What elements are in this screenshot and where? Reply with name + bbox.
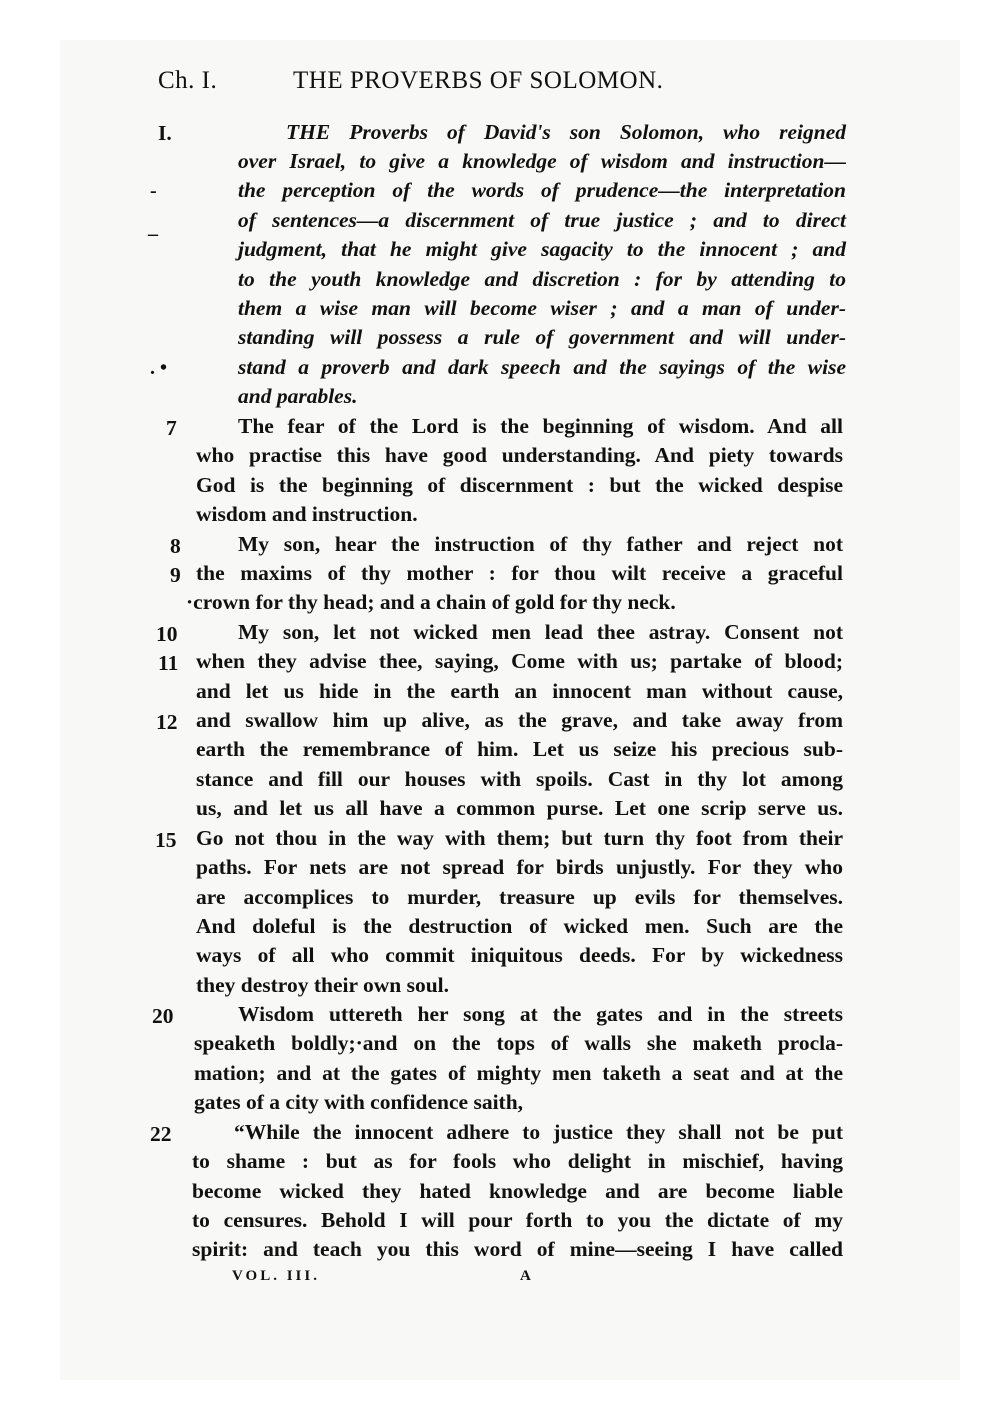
text-line: them a wise man will become wiser ; and a man of under-	[238, 296, 846, 320]
text-line: and swallow him up alive, as the grave, and take away from	[196, 708, 843, 732]
text-line: and parables.	[238, 384, 358, 408]
text-line: to censures. Behold I will pour forth to you the dictate of my	[192, 1208, 843, 1232]
text-line: earth the remembrance of him. Let us seize his precious sub-	[196, 737, 843, 761]
text-line: My son, let not wicked men lead thee astray. Consent not	[238, 620, 843, 644]
verse-number: 9	[170, 563, 181, 587]
text-line: God is the beginning of discernment : but the wicked despise	[196, 473, 843, 497]
verse-number: 8	[170, 534, 181, 558]
chapter-label: Ch. I.	[158, 67, 218, 94]
book-title: THE PROVERBS OF SOLOMON.	[293, 67, 664, 94]
text-line: when they advise thee, saying, Come with us; partake of blood;	[196, 649, 843, 673]
text-line: Wisdom uttereth her song at the gates and in the streets	[238, 1002, 843, 1026]
verse-number: 15	[155, 828, 177, 852]
text-line: and let us hide in the earth an innocent man without cause,	[196, 679, 843, 703]
verse-number: 7	[166, 416, 177, 440]
text-line: of sentences—a discernment of true justice ; and to direct	[238, 208, 846, 232]
text-line: wisdom and instruction.	[196, 502, 418, 526]
text-line: My son, hear the instruction of thy father and reject not	[238, 532, 843, 556]
text-line: they destroy their own soul.	[196, 973, 450, 997]
text-line: Go not thou in the way with them; but turn thy foot from their	[196, 826, 843, 850]
verse-number: 22	[150, 1122, 172, 1146]
text-line: And doleful is the destruction of wicked men. Such are the	[196, 914, 843, 938]
text-line: spirit: and teach you this word of mine—seeing I have called	[192, 1237, 843, 1261]
text-line: the maxims of thy mother : for thou wilt receive a graceful	[196, 561, 843, 585]
text-line: ways of all who commit iniquitous deeds. For by wickedness	[196, 943, 843, 967]
text-line: mation; and at the gates of mighty men taketh a seat and at the	[194, 1061, 843, 1085]
margin-mark: -	[150, 180, 157, 202]
text-line: are accomplices to murder, treasure up evils for themselves.	[196, 885, 843, 909]
verse-number: I.	[158, 121, 172, 145]
verse-number: 11	[158, 651, 179, 675]
text-line: over Israel, to give a knowledge of wisdom and instruction—	[238, 149, 846, 173]
verse-number: 10	[156, 622, 178, 646]
text-line: paths. For nets are not spread for birds unjustly. For they who	[196, 855, 843, 879]
margin-mark: _	[148, 216, 158, 238]
text-line: become wicked they hated knowledge and are become liable	[192, 1179, 843, 1203]
text-line: to shame : but as for fools who delight in mischief, having	[192, 1149, 843, 1173]
volume-label: VOL. III.	[232, 1268, 320, 1284]
text-line: us, and let us all have a common purse. Let one scrip serve us.	[196, 796, 843, 820]
text-line: standing will possess a rule of government and will under-	[238, 325, 846, 349]
text-line: stance and fill our houses with spoils. Cast in thy lot among	[196, 767, 843, 791]
text-line: who practise this have good understanding. And piety towards	[196, 443, 843, 467]
text-line: THE Proverbs of David's son Solomon, who reigned	[286, 120, 846, 144]
text-line: judgment, that he might give sagacity to the innocent ; and	[238, 237, 846, 261]
verse-number: 20	[152, 1004, 174, 1028]
verse-number: 12	[156, 710, 178, 734]
text-line: The fear of the Lord is the beginning of wisdom. And all	[238, 414, 843, 438]
text-line: speaketh boldly;·and on the tops of walls she maketh procla-	[194, 1031, 843, 1055]
text-line: gates of a city with confidence saith,	[194, 1090, 524, 1114]
text-line: stand a proverb and dark speech and the sayings of the wise	[238, 355, 846, 379]
text-line: to the youth knowledge and discretion : for by attending to	[238, 267, 846, 291]
text-line: ·crown for thy head; and a chain of gold for thy neck.	[186, 590, 676, 614]
signature-mark: A	[520, 1268, 534, 1284]
text-line: the perception of the words of prudence—the interpretation	[238, 178, 846, 202]
running-header	[158, 67, 663, 95]
margin-mark: . •	[150, 357, 168, 379]
text-line: “While the innocent adhere to justice they shall not be put	[234, 1120, 843, 1144]
